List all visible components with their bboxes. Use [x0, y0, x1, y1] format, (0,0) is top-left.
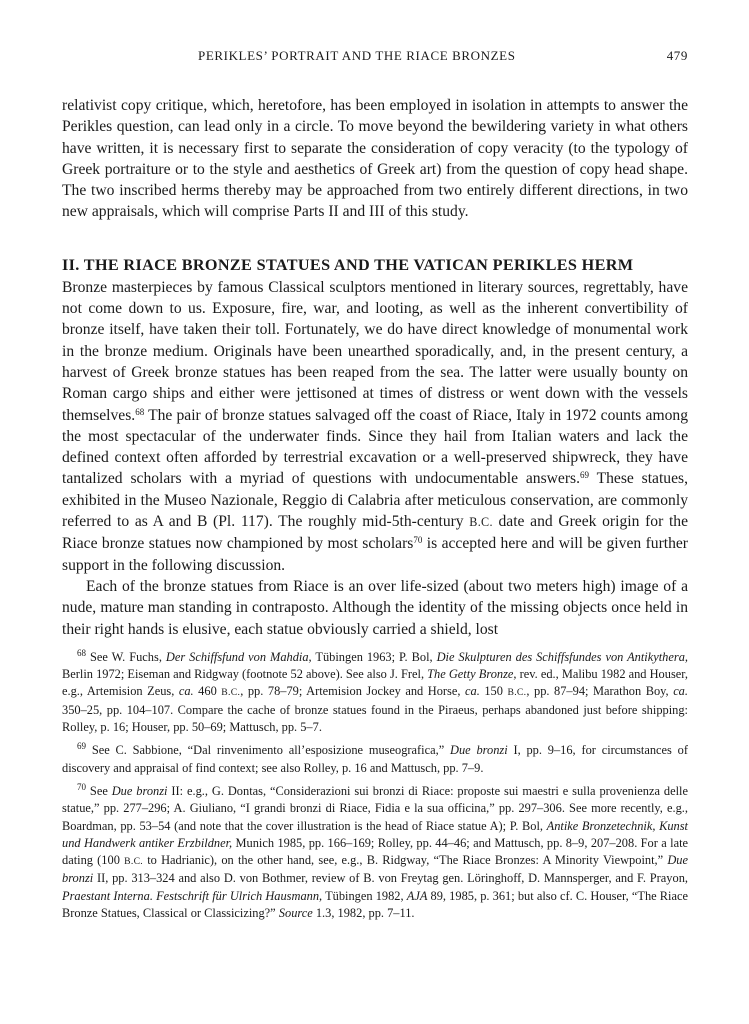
footnote-text: 460 — [193, 684, 222, 699]
footnote-text: See — [89, 783, 112, 798]
footnote-text: Munich 1985, pp. 166–169; Rolley, pp. 44–46; and Mattusch, pp. 8–9, 207–208. For a late dating (100 — [62, 835, 689, 868]
footnote-italic: ca. — [465, 684, 480, 699]
running-head — [62, 48, 688, 70]
footnote-68 — [62, 649, 688, 736]
footnote-text: 1.3, 1982, pp. 7–11. — [312, 905, 415, 920]
footnotes — [62, 649, 688, 922]
journal-page — [62, 48, 688, 928]
footnote-text: , pp. 87–94; Marathon Boy, — [526, 684, 674, 699]
footnote-70 — [62, 783, 688, 922]
section-heading: II. THE RIACE BRONZE STATUES AND THE VATICAN PERIKLES HERM — [62, 255, 634, 274]
footnote-number: 68 — [77, 647, 86, 658]
paragraph-text: The pair of bronze statues salvaged off the coast of Riace, Italy in 1972 counts among the most spectacular of the underwater finds. Since they hail from Italian waters and lack the defined context often afforded by terrestrial excavation or a well-preserved shipwreck, they have tantalized scholars with a myriad of questions with undocumentable answers. — [62, 406, 688, 488]
footnote-title: Due bronzi — [62, 853, 688, 886]
running-title: PERIKLES’ PORTRAIT AND THE RIACE BRONZES — [198, 48, 516, 63]
page-number: 479 — [666, 48, 688, 63]
paragraph-text: is accepted here and will be given further support in the following discussion. — [62, 535, 688, 574]
footnote-ref-70: 70 — [413, 535, 423, 546]
footnote-number: 69 — [77, 741, 86, 752]
footnote-title: Die Skulpturen des Schiffsfundes von Antikythera, — [436, 649, 688, 664]
footnote-69 — [62, 742, 688, 777]
footnote-title: Der Schiffsfund von Mahdia, — [165, 649, 312, 664]
footnote-title: Antike Bronzetechnik, Kunst und Handwerk antiker Erzbildner, — [62, 818, 689, 850]
footnote-text: I, pp. 9–16, for circumstances of discovery and appraisal of find context; see also Rolley, p. 16 and Mattusch, pp. 7–9. — [62, 743, 688, 775]
footnote-text: 350–25, pp. 104–107. Compare the cache of bronze statues found in the Piraeus, perhaps abandoned just before shipping: Rolley, p. 16; Houser, pp. 50–69; Mattusch, pp. 5–7. — [62, 702, 688, 735]
footnote-title: The Getty Bronze, — [427, 667, 517, 682]
footnote-text: rev. ed., Malibu 1982 and Houser, e.g., Artemision Zeus, — [62, 667, 688, 699]
footnote-title: AJA — [406, 888, 428, 903]
footnote-text: Tübingen 1982, — [322, 888, 407, 903]
era-abbreviation: B.C. — [124, 856, 144, 868]
footnote-title: Praestant Interna. Festschrift für Ulrich Hausmann, — [62, 888, 323, 903]
footnote-number: 70 — [77, 781, 86, 792]
footnote-text: 150 — [479, 684, 508, 699]
footnote-text: Tübingen 1963; P. Bol, — [311, 649, 437, 664]
footnote-title: Due bronzi — [111, 783, 168, 798]
paragraph-text: Bronze masterpieces by famous Classical sculptors mentioned in literary sources, regrettably, have not come down to us. Exposure, fire, war, and looting, as well as the inherent convertibility of bronze itself, have taken their toll. Fortunately, we do have direct knowledge of monumental work in the bronze medium. Originals have been unearthed sporadically, and, in the present century, a harvest of Greek bronze statues has been reaped from the sea. The latter were usually bounty on Roman cargo ships and either were jettisoned at times of distress or went down with the vessels themselves. — [62, 278, 688, 424]
footnote-title: Due bronzi — [450, 743, 508, 758]
paragraph-bronze-masterpieces — [62, 277, 688, 576]
footnote-text: Berlin 1972; Eiseman and Ridgway (footnote 52 above). See also J. Frel, — [62, 667, 428, 682]
footnote-title: Source — [278, 905, 313, 920]
footnote-italic: ca. — [178, 684, 194, 699]
paragraph-text: date and Greek origin for the Riace bronze statues now championed by most scholars — [62, 513, 688, 553]
footnote-ref-69: 69 — [580, 470, 589, 481]
footnote-text: 89, 1985, p. 361; but also cf. C. Houser, “The Riace Bronze Statues, Classical or Classicizing?” — [62, 888, 689, 920]
footnote-text: II, pp. 313–324 and also D. von Bothmer, review of B. von Freytag gen. Löringhoff, D. Mannsperger, and F. Prayon, — [93, 871, 688, 886]
era-abbreviation: B.C. — [507, 687, 527, 699]
footnote-text: , pp. 78–79; Artemision Jockey and Horse, — [240, 684, 466, 699]
footnote-text: II: e.g., G. Dontas, “Considerazioni sui bronzi di Riace: proposte sui maestri e sulla provenienza delle statue,” pp. 277–296; A. Giuliano, “I grandi bronzi di Riace, Fidia e la sua officina,” pp. 297–306. See more recently, e.g., Boardman, pp. 53–54 (and note that the cover illustration is the head of Riace statue A); P. Bol, — [62, 783, 688, 833]
paragraph-text: These statues, exhibited in the Museo Nazionale, Reggio di Calabria after meticulous conservation, are commonly referred to as A and B (Pl. 117). The roughly mid-5th-century — [62, 470, 688, 531]
paragraph-continuation: relativist copy critique, which, heretofore, has been employed in isolation in attempts to answer the Perikles question, can lead only in a circle. To move beyond the bewildering variety in what others have written, it is necessary first to separate the consideration of copy veracity (to the typology of Greek portraiture or to the style and aesthetics of Greek art) from the question of copy head shape. The two inscribed herms thereby may be approached from two entirely different directions, in two new appraisals, which will comprise Parts II and III of this study. — [62, 97, 688, 221]
era-abbreviation: B.C. — [469, 515, 493, 530]
era-abbreviation: B.C. — [221, 687, 241, 699]
footnote-ref-68: 68 — [135, 406, 145, 417]
footnote-italic: ca. — [673, 684, 688, 699]
footnote-text: to Hadrianic), on the other hand, see, e.g., B. Ridgway, “The Riace Bronzes: A Minority Viewpoint,” — [143, 853, 668, 868]
footnote-text: See C. Sabbione, “Dal rinvenimento all’esposizione museografica,” — [91, 743, 450, 758]
footnote-text: See W. Fuchs, — [89, 649, 166, 664]
paragraph-riace-description: Each of the bronze statues from Riace is an over life-sized (about two meters high) image of a nude, mature man standing in contraposto. Although the identity of the missing objects once held in their right hands is elusive, each statue obviously carried a shield, lost — [62, 577, 688, 638]
